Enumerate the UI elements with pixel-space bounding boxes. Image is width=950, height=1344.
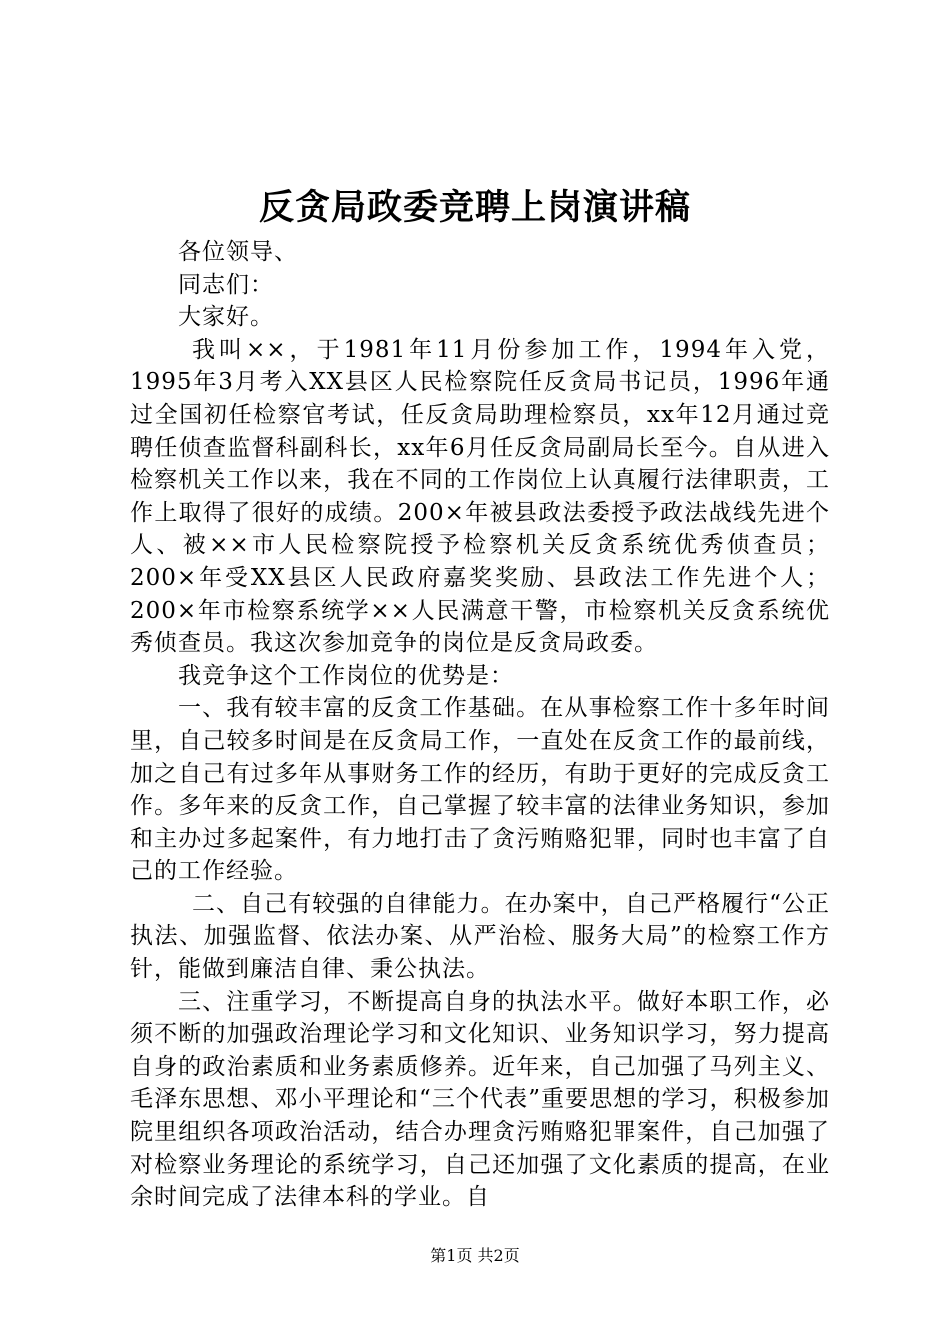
page-number-footer: 第1页 共2页 [430,1246,520,1265]
paragraph-advantage-one: 一、我有较丰富的反贪工作基础。在从事检察工作十多年时间里，自己较多时间是在反贪局工作，一直处在反贪工作的最前线，加之自己有过多年从事财务工作的经历，有助于更好的完成反贪工作。多年来的反贪工作，自己掌握了较丰富的法律业务知识，参加和主办过多起案件，有力地打击了贪污贿赂犯罪，同时也丰富了自己的工作经验。 [130,695,830,885]
paragraph-advantage-two: 二、自己有较强的自律能力。在办案中，自己严格履行“公正执法、加强监督、依法办案、从严治检、服务大局”的检察工作方针，能做到廉洁自律、秉公执法。 [130,890,830,983]
paragraph-advantage-three: 三、注重学习，不断提高自身的执法水平。做好本职工作，必须不断的加强政治理论学习和文化知识、业务知识学习，努力提高自身的政治素质和业务素质修养。近年来，自己加强了马列主义、毛泽东思想、邓小平理论和“三个代表”重要思想的学习，积极参加院里组织各项政治活动，结合办理贪污贿赂犯罪案件，自己加强了对检察业务理论的系统学习，自己还加强了文化素质的提高，在业余时间完成了法律本科的学业。自 [130,988,830,1211]
paragraph-advantages-intro: 我竞争这个工作岗位的优势是： [178,662,514,689]
document-body [130,236,830,1214]
paragraph-self-introduction: 我叫××，于1981年11月份参加工作，1994年入党，1995年3月考入XX县区人民检察院任反贪局书记员，1996年通过全国初任检察官考试，任反贪局助理检察员，xx年12月通过竞聘任侦查监督科副科长，xx年6月任反贪局副局长至今。自从进入检察机关工作以来，我在不同的工作岗位上认真履行法律职责，工作上取得了很好的成绩。200×年被县政法委授予政法战线先进个人、被××市人民检察院授予检察机关反贪系统优秀侦查员；200×年受XX县区人民政府嘉奖奖励、县政法工作先进个人；200×年市检察系统学××人民满意干警，市检察机关反贪系统优秀侦查员。我这次参加竞争的岗位是反贪局政委。 [130,336,830,657]
document-title: 反贪局政委竞聘上岗演讲稿 [258,187,691,228]
salutation-leaders: 各位领导、 [178,239,298,265]
greeting: 大家好。 [178,304,274,331]
salutation-comrades: 同志们： [178,271,274,298]
